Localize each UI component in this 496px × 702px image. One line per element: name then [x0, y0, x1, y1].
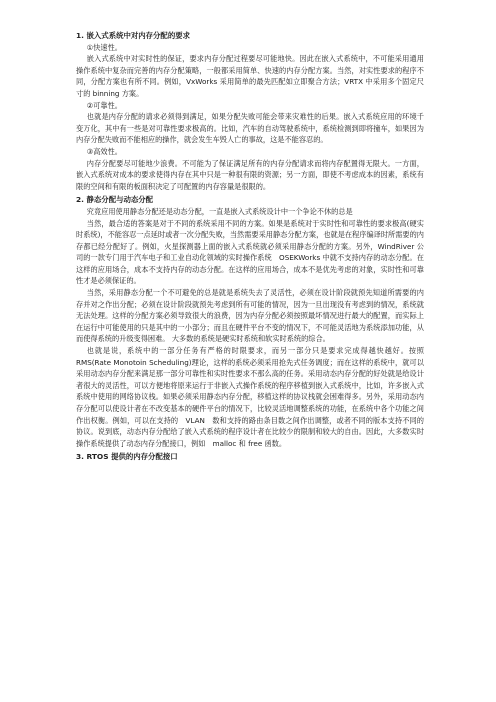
paragraph: 当然，最合适的答案是对于不同的系统采用不同的方案。如果是系统对于实时性和可靠性的要求极高(硬实时系统)，不能容忍一点延时或者一次分配失败，当然需要采用静态分配方案，也就是在程序编译时所需要的内存都已经分配好了。例如，火星探测器上面的嵌入式系统就必须采用静态分配的方案。另外，WindRiver 公司的一款专门用于汽车电子和工业自动化领域的实时操作系统 OSEKWorks 中就不支持内存的动态分配。在这样的应用场合，成本不支持内存的动态分配。在这样的应用场合，成本不是优先考虑的对象，实时性和可靠性才是必须保证的。 — [76, 218, 424, 286]
paragraph: 嵌入式系统中对实时性的保证，要求内存分配过程要尽可能地快。因此在嵌入式系统中，不可能采用通用操作系统中复杂而完善的内存分配策略，一般都采用简单、快速的内存分配方案。当然，对实性要求的程序不同，分配方案也有所不同。例如，VxWorks 采用简单的最先匹配如立即聚合方法；VRTX 中采用多个固定尺寸的 binning 方案。 — [76, 54, 424, 98]
section-heading-1: 1. 嵌入式系统中对内存分配的要求 — [76, 31, 190, 40]
paragraph: 也就是内存分配的请求必须得到满足，如果分配失败可能会带来灾难性的后果。嵌入式系统应用的环境千变万化，其中有一些是对可靠性要求极高的。比如，汽车的自动驾驶系统中，系统检测到即将撞车，如果因为内存分配失败而不能相应的操作，就会发生车毁人亡的事故，这是不能容忍的。 — [76, 112, 424, 145]
paragraph: 当然，采用静态分配一个不可避免的总是就是系统失去了灵活性，必须在设计阶段就预先知道所需要的内存并对之作出分配；必须在设计阶段就预先考虑到所有可能的情况，因为一旦出现没有考虑到的情况，系统就无法处理。这样的分配方案必须导致很大的浪费，因为内存分配必须按照最坏情况进行最大的配置，而实际上在运行中可能使用的只是其中的一小部分；而且在硬件平台不变的情况下，不可能灵活地为系统添加功能，从而使得系统的升级变得困难。 大多数的系统是硬实时系统和软实时系统的综合。 — [76, 288, 424, 344]
list-item-efficient: ③高效性。 — [86, 146, 122, 156]
document-page — [76, 30, 424, 463]
section-heading-2: 2. 静态分配与动态分配 — [76, 195, 154, 205]
list-item-fast: ①快速性。 — [86, 42, 122, 52]
section-heading-3: 3. RTOS 提供的内存分配接口 — [76, 452, 178, 462]
paragraph: 内存分配要尽可能地少浪费。不可能为了保证满足所有的内存分配请求而将内存配置得无限大。一方面，嵌入式系统对成本的要求使得内存在其中只是一种很有限的资源；另一方面，即使不考虑成本的因素，系统有限的空间和有限的板面积决定了可配置的内存容量是很限的。 — [76, 158, 424, 191]
paragraph: 也就是说，系统中的一部分任务有严格的时限要求，而另一部分只是要求完成得越快越好。按照 RMS(Rate Monotoin Scheduling)理论，这样的系统必须采用抢先式任务调度；而在这样的系统中，就可以采用动态内存分配来满足那一部分可靠性和实时性要求不那么高的任务。采用动态内存分配的好处就是给设计者很大的灵活性，可以方便地将原来运行于非嵌入式操作系统的程序移植到嵌入式系统中，比如，许多嵌入式系统中使用的网络协议栈。如果必须采用静态内存分配，移植这样的协议栈就会困难得多。另外，采用动态内存分配可以使设计者在不改变基本的硬件平台的情况下，比较灵活地调整系统的功能，在系统中各个功能之间作出权衡。例如，可以在支持的 VLAN 数和支持的路由条目数之间作出调整，或者不同的版本支持不同的协议。说到底，动态内存分配给了嵌入式系统的程序设计者在比较少的限制和较大的自由。因此，大多数实时操作系统提供了动态内存分配接口，例如 malloc 和 free 函数。 — [76, 346, 424, 448]
list-item-reliable: ②可靠性。 — [86, 100, 122, 110]
paragraph: 究竟应用使用静态分配还是动态分配，一直是嵌入式系统设计中一个争论不休的总是 — [86, 206, 353, 216]
